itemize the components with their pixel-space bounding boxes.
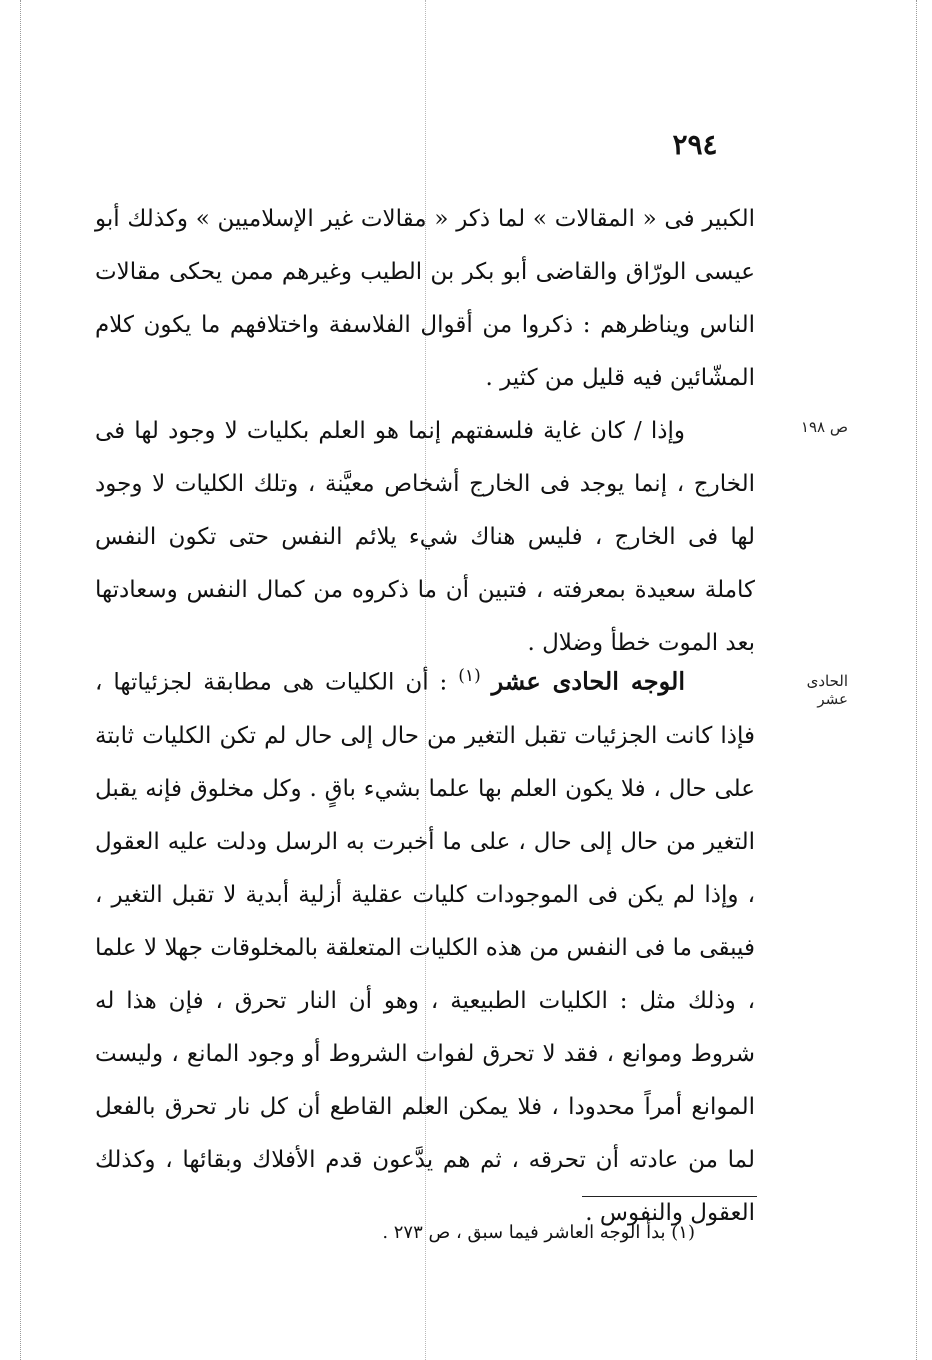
paragraph-text: وإذا / كان غاية فلسفتهم إنما هو العلم بكليات لا وجود لها فى الخارج ، إنما يوجد فى الخارج أشخاص معيَّنة ، وتلك الكليات لا وجود لها فى الخارج ، فليس هناك شيء يلائم النفس حتى تكون النفس كاملة سعيدة بمعرفته ، فتبين أن ما ذكروه من كمال النفس وسعادتها بعد الموت خطأ وضلال . xyxy=(95,418,755,656)
paragraph-second xyxy=(95,405,755,670)
section-title: الوجه الحادى عشر xyxy=(491,666,685,696)
page-number: ٢٩٤ xyxy=(672,128,718,161)
paragraph-continuation xyxy=(95,193,755,405)
left-dotted-guide xyxy=(20,0,21,1360)
footnote-separator xyxy=(582,1196,757,1197)
margin-section-label: الحادى عشر xyxy=(806,672,848,708)
paragraph-text: الكبير فى « المقالات » لما ذكر « مقالات غير الإسلاميين » وكذلك أبو عيسى الورّاق والقاضى أبو بكر بن الطيب وغيرهم ممن يحكى مقالات الناس ويناظرهم : ذكروا من أقوال الفلاسفة واختلافهم ما يكون كلام المشّائين فيه قليل من كثير . xyxy=(95,206,755,391)
right-dotted-guide xyxy=(916,0,917,1360)
margin-page-reference: ص ١٩٨ xyxy=(800,418,848,436)
footnote: (١) بدأ الوجه العاشر فيما سبق ، ص ٢٧٣ . xyxy=(382,1222,695,1243)
paragraph-section-eleven xyxy=(95,650,755,1240)
paragraph-text: : أن الكليات هى مطابقة لجزئياتها ، فإذا كانت الجزئيات تقبل التغير من حال إلى حال لم تكن الكليات ثابتة على حال ، فلا يكون العلم بها علما بشيء باقٍ . وكل مخلوق فإنه يقبل التغير من حال إلى حال ، على ما أخبرت به الرسل ودلت عليه العقول ، وإذا لم يكن فى الموجودات كليات عقلية أزلية أبدية لا تقبل التغير ، فيبقى ما فى النفس من هذه الكليات المتعلقة بالمخلوقات جهلا لا علما ، وذلك مثل : الكليات الطبيعية ، وهو أن النار تحرق ، فإن هذا له شروط وموانع ، فقد لا تحرق لفوات الشروط أو وجود المانع ، وليست الموانع أمراً محدودا ، فلا يمكن العلم القاطع أن كل نار تحرق بالفعل لما من عادته أن تحرقه ، ثم هم يدَّعون قدم الأفلاك وبقائها ، وكذلك العقول والنفوس . xyxy=(95,669,755,1226)
footnote-reference[interactable]: (١) xyxy=(458,666,481,686)
